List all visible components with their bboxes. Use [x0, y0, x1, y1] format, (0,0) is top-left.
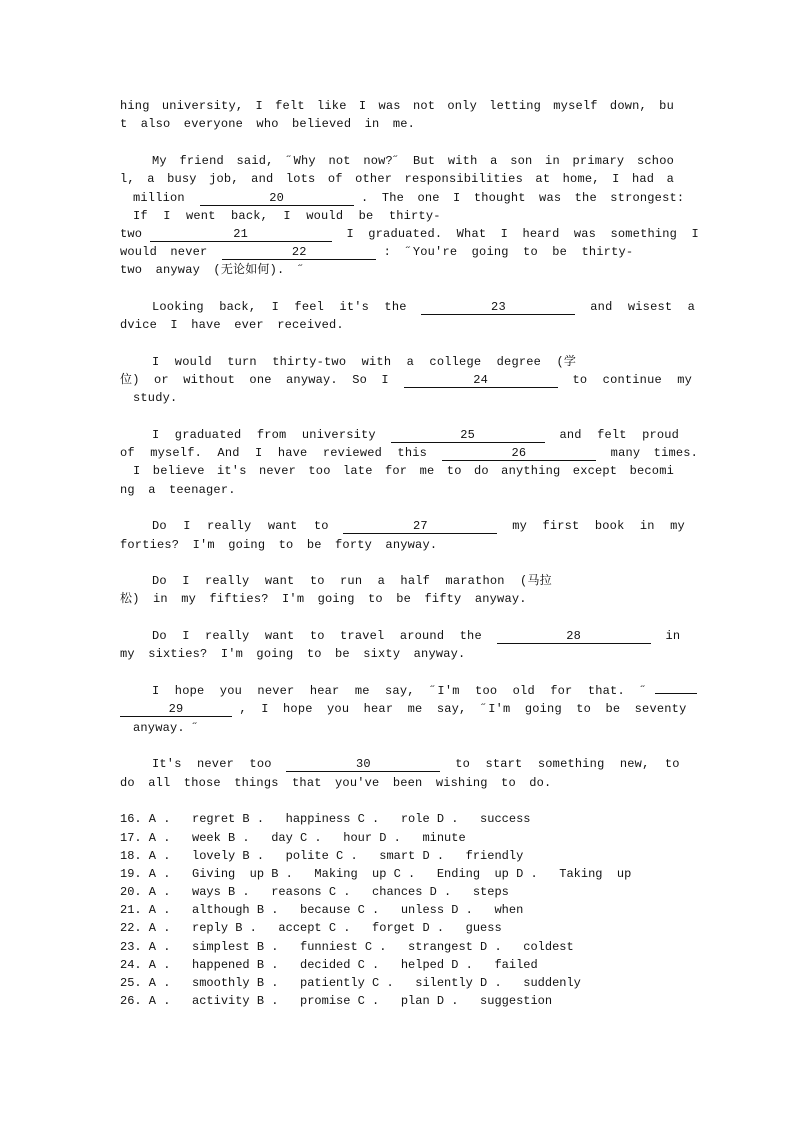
text-line: I believe it's never too late for me to do anything except becomi	[133, 464, 674, 478]
text-line	[120, 700, 686, 718]
blank-27: 27	[343, 519, 497, 534]
text-line	[152, 682, 697, 700]
text-line: l, a busy job, and lots of other responsibilities at home, I had a	[120, 172, 674, 186]
text-fragment: Do I really want to	[152, 519, 329, 533]
text-fragment: I hope you never hear me say, ˝I'm too old for that. ˝	[152, 684, 648, 698]
text-line	[120, 371, 692, 389]
text-line: 松) in my fifties? I'm going to be fifty anyway.	[120, 592, 527, 606]
text-line	[152, 517, 685, 535]
text-line: Do I really want to run a half marathon (马拉	[152, 574, 552, 588]
text-fragment: would never	[120, 245, 208, 259]
text-fragment: and felt proud	[559, 428, 680, 442]
text-line: I would turn thirty-two with a college degree (学	[152, 355, 577, 369]
blank-29: 29	[120, 702, 232, 717]
text-fragment: my first book in my	[512, 519, 685, 533]
text-line: anyway. ˝	[133, 721, 200, 735]
text-line: dvice I have ever received.	[120, 318, 344, 332]
blank-24: 24	[404, 373, 558, 388]
text-fragment: to continue my	[572, 373, 693, 387]
text-line	[152, 627, 680, 645]
blank-30: 30	[286, 757, 440, 772]
option-line-22: 22. A . reply B . accept C . forget D . guess	[120, 921, 502, 935]
text-fragment: to start something new, to	[455, 757, 680, 771]
text-fragment: . The one I thought was the strongest:	[361, 191, 685, 205]
text-line: my sixties? I'm going to be sixty anyway.	[120, 647, 466, 661]
text-fragment: It's never too	[152, 757, 272, 771]
text-fragment: I graduated from university	[152, 428, 376, 442]
option-line-20: 20. A . ways B . reasons C . chances D . steps	[120, 885, 509, 899]
blank-28: 28	[497, 629, 651, 644]
option-line-25: 25. A . smoothly B . patiently C . silently D . suddenly	[120, 976, 581, 990]
text-fragment: of myself. And I have reviewed this	[120, 446, 428, 460]
text-line	[152, 426, 679, 444]
blank-26: 26	[442, 446, 596, 461]
blank-21: 21	[150, 227, 332, 242]
option-line-18: 18. A . lovely B . polite C . smart D . friendly	[120, 849, 524, 863]
text-line	[152, 298, 695, 316]
text-fragment: and wisest a	[590, 300, 696, 314]
text-fragment: many times.	[610, 446, 699, 460]
option-line-21: 21. A . although B . because C . unless D . when	[120, 903, 524, 917]
text-line	[120, 225, 699, 243]
blank-23: 23	[421, 300, 575, 315]
text-fragment: Do I really want to travel around the	[152, 629, 482, 643]
option-line-17: 17. A . week B . day C . hour D . minute	[120, 831, 466, 845]
text-line: ng a teenager.	[120, 483, 236, 497]
text-fragment: , I hope you hear me say, ˝I'm going to be seventy	[239, 702, 687, 716]
text-line: My friend said, ˝Why not now?˝ But with a son in primary schoo	[152, 154, 674, 168]
text-line	[133, 189, 684, 207]
text-fragment: 位) or without one anyway. So I	[120, 373, 389, 387]
option-line-24: 24. A . happened B . decided C . helped D . failed	[120, 958, 538, 972]
blank-25: 25	[391, 428, 545, 443]
text-fragment: I graduated. What I heard was something I	[346, 227, 699, 241]
option-line-26: 26. A . activity B . promise C . plan D . suggestion	[120, 994, 553, 1008]
text-line	[120, 444, 698, 462]
text-line: study.	[133, 391, 178, 405]
text-line: If I went back, I would be thirty-	[133, 209, 441, 223]
text-fragment: : ˝You're going to be thirty-	[383, 245, 634, 259]
option-line-16: 16. A . regret B . happiness C . role D . success	[120, 812, 531, 826]
blank-22: 22	[222, 245, 376, 260]
option-line-19: 19. A . Giving up B . Making up C . Ending up D . Taking up	[120, 867, 632, 881]
blank-20: 20	[200, 191, 354, 206]
text-line: two anyway (无论如何). ˝	[120, 263, 306, 277]
text-line: hing university, I felt like I was not only letting myself down, bu	[120, 99, 674, 113]
text-line	[152, 755, 680, 773]
text-fragment: two	[120, 227, 143, 241]
text-line: do all those things that you've been wishing to do.	[120, 776, 552, 790]
option-line-23: 23. A . simplest B . funniest C . strangest D . coldest	[120, 940, 574, 954]
text-line: forties? I'm going to be forty anyway.	[120, 538, 438, 552]
text-fragment: in	[665, 629, 681, 643]
text-fragment: Looking back, I feel it's the	[152, 300, 407, 314]
text-line	[120, 243, 633, 261]
text-line: t also everyone who believed in me.	[120, 117, 416, 131]
blank-29-start	[655, 693, 697, 694]
text-fragment: million	[133, 191, 185, 205]
